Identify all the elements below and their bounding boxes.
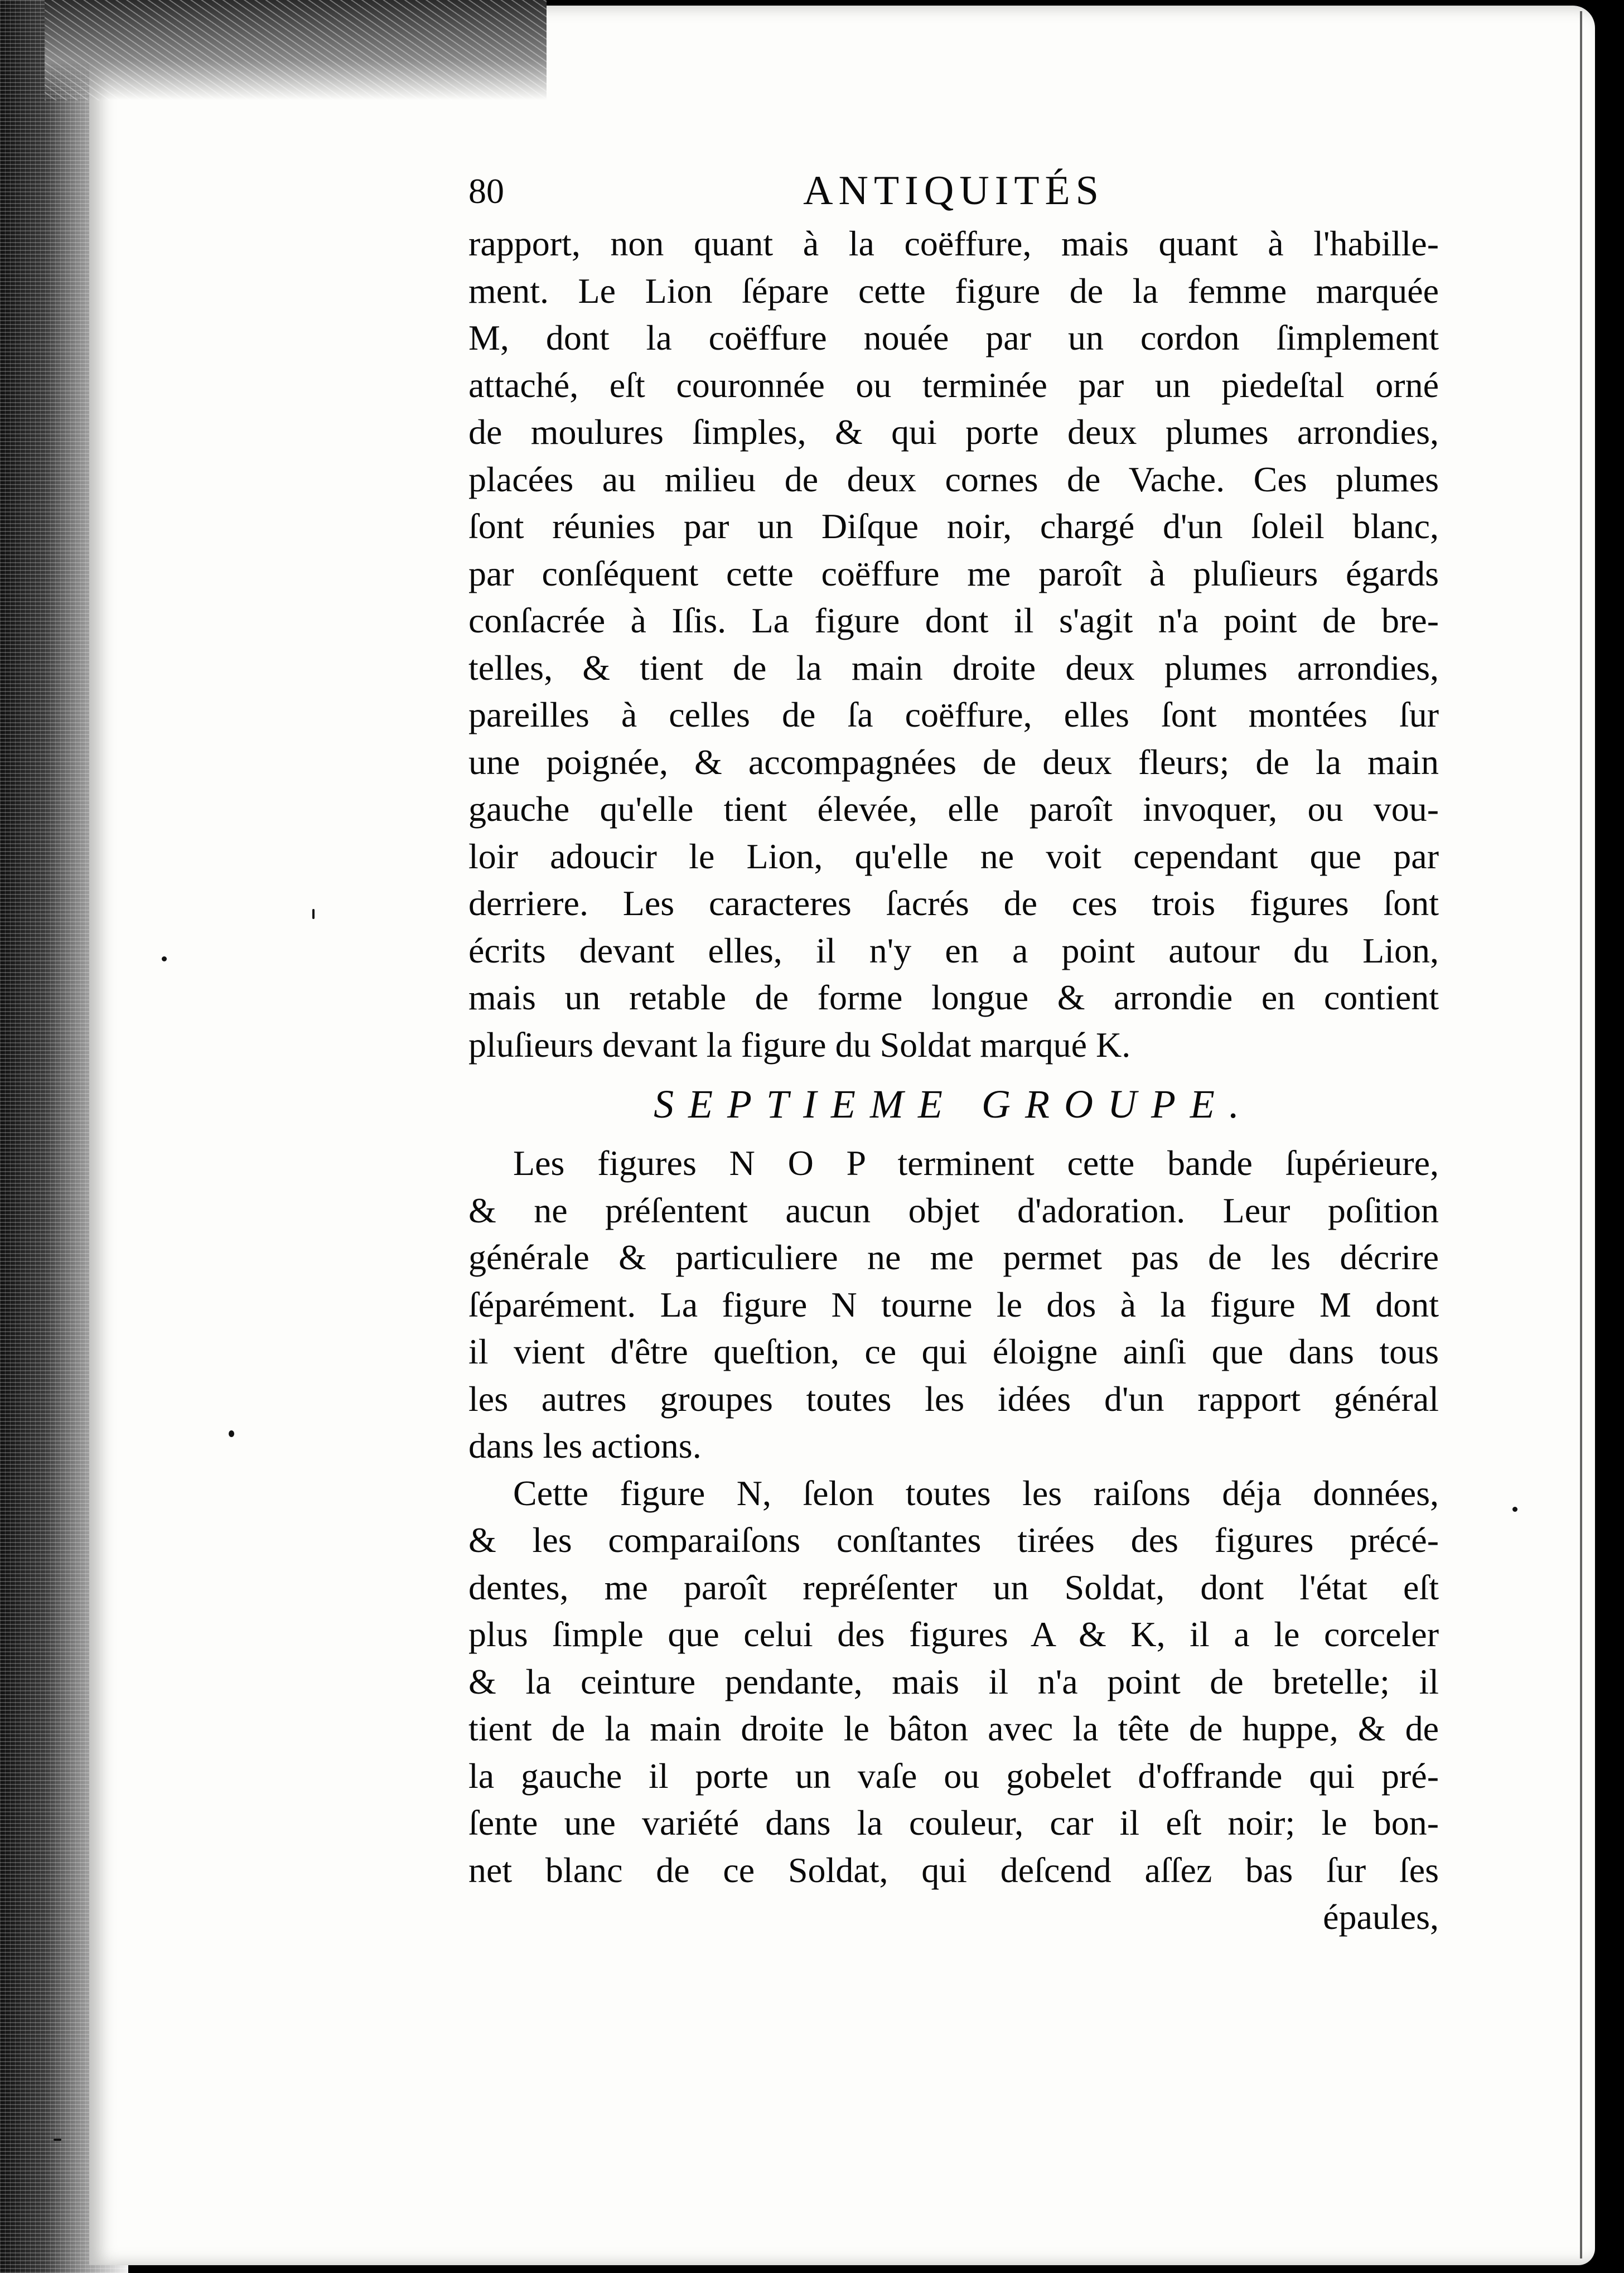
- paragraph-3: [468, 1470, 1439, 1894]
- text-line: la gauche il porte un vaſe ou gobelet d'offrande qui pré-: [468, 1755, 1439, 1796]
- page-edge-top: [45, 0, 547, 100]
- paragraph-1: [468, 220, 1439, 1068]
- text-line: plus ſimple que celui des figures A & K, il a le corceler: [468, 1614, 1439, 1654]
- text-line: mais un retable de forme longue & arrondie en contient: [468, 978, 1439, 1017]
- page-edge-right: [1580, 11, 1582, 2259]
- text-line: ſente une variété dans la couleur, car il eſt noir; le bon-: [468, 1803, 1439, 1842]
- text-line: attaché, eſt couronnée ou terminée par un piedeſtal orné: [468, 365, 1439, 405]
- text-line: M, dont la coëffure nouée par un cordon ſimplement: [468, 318, 1439, 357]
- text-line: dans les actions.: [468, 1426, 702, 1466]
- text-line: pluſieurs devant la figure du Soldat marqué K.: [468, 1024, 1131, 1065]
- ink-speck: [1512, 1507, 1517, 1512]
- running-title: ANTIQUITÉS: [803, 168, 1104, 214]
- text-line: de moulures ſimples, & qui porte deux plumes arrondies,: [468, 412, 1439, 452]
- text-line: tient de la main droite le bâton avec la tête de huppe, & de: [468, 1709, 1439, 1748]
- text-line: placées au milieu de deux cornes de Vache. Ces plumes: [468, 459, 1439, 499]
- text-line: conſacrée à Iſis. La figure dont il s'agit n'a point de bre-: [468, 601, 1439, 640]
- text-line: & la ceinture pendante, mais il n'a point de bretelle; il: [468, 1661, 1439, 1701]
- ink-speck: [312, 909, 315, 919]
- paragraph-2: [468, 1140, 1439, 1470]
- text-line: générale & particuliere ne me permet pas de les décrire: [468, 1237, 1439, 1277]
- text-line: Cette figure N, ſelon toutes les raiſons déja données,: [513, 1473, 1439, 1513]
- text-line: Les figures N O P terminent cette bande ſupérieure,: [513, 1143, 1439, 1183]
- text-line: écrits devant elles, il n'y en a point autour du Lion,: [468, 930, 1439, 970]
- text-block: [468, 167, 1439, 1941]
- text-line: net blanc de ce Soldat, qui deſcend aſſez bas ſur ſes: [468, 1850, 1439, 1890]
- text-line: dentes, me paroît repréſenter un Soldat, dont l'état eſt: [468, 1567, 1439, 1607]
- running-head: [468, 167, 1439, 220]
- ink-speck: [54, 2139, 61, 2141]
- ink-speck: [162, 956, 167, 961]
- text-line: rapport, non quant à la coëffure, mais quant à l'habille-: [468, 224, 1439, 263]
- text-line: une poignée, & accompagnées de deux fleurs; de la main: [468, 742, 1439, 782]
- text-line: les autres groupes toutes les idées d'un rapport général: [468, 1379, 1439, 1419]
- text-line: loir adoucir le Lion, qu'elle ne voit cependant que par: [468, 836, 1439, 876]
- catchword: épaules,: [1323, 1897, 1439, 1937]
- text-line: ment. Le Lion ſépare cette figure de la femme marquée: [468, 270, 1439, 311]
- text-line: & ne préſentent aucun objet d'adoration. Leur poſition: [468, 1190, 1439, 1230]
- text-line: gauche qu'elle tient élevée, elle paroît invoquer, ou vou-: [468, 789, 1439, 829]
- text-line: derriere. Les caracteres ſacrés de ces trois figures ſont: [468, 883, 1439, 923]
- text-line: ſéparément. La figure N tourne le dos à la figure M dont: [468, 1284, 1439, 1324]
- page-number: 80: [468, 171, 504, 211]
- text-line: telles, & tient de la main droite deux plumes arrondies,: [468, 647, 1439, 688]
- text-line: pareilles à celles de ſa coëffure, elles ſont montées ſur: [468, 695, 1439, 734]
- text-line: il vient d'être queſtion, ce qui éloigne ainſi que dans tous: [468, 1332, 1439, 1371]
- text-line: ſont réunies par un Diſque noir, chargé d'un ſoleil blanc,: [468, 506, 1439, 546]
- ink-speck: [229, 1430, 234, 1437]
- text-line: par conſéquent cette coëffure me paroît à pluſieurs égards: [468, 553, 1439, 593]
- text-line: & les comparaiſons conſtantes tirées des figures précé-: [468, 1520, 1439, 1560]
- section-heading: SEPTIEME GROUPE.: [654, 1082, 1254, 1126]
